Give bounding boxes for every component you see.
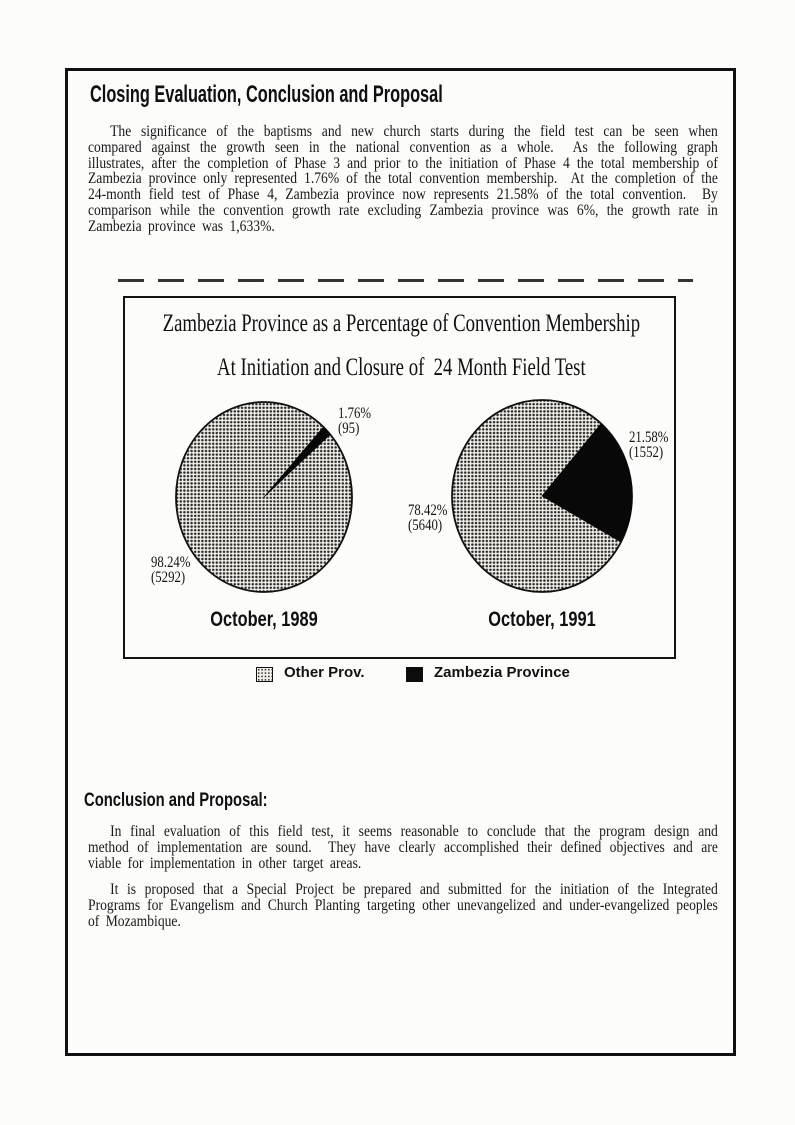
label-other-1989-pct: 98.24%	[151, 554, 191, 571]
pie-caption-1991: October, 1991	[488, 608, 596, 631]
label-other-1991	[408, 504, 447, 533]
chart-title: Zambezia Province as a Percentage of Convention Membership	[162, 310, 641, 337]
legend-swatch-other-prov-icon	[256, 667, 273, 682]
conclusion-heading: Conclusion and Proposal:	[84, 790, 268, 811]
legend-swatch-zambezia-icon	[406, 667, 423, 682]
pie-caption-1989: October, 1989	[210, 608, 318, 631]
conclusion-paragraph-1: In final evaluation of this field test, it seems reasonable to conclude that the program design and method of implementation are sound. They have clearly accomplished their defined objectives and are viable for implementation in other target areas.	[88, 823, 725, 872]
dashed-separator-line	[118, 279, 693, 282]
label-other-1991-count: (5640)	[408, 516, 443, 534]
conclusion-paragraph-2: It is proposed that a Special Project be prepared and submitted for the initiation of the Integrated Programs for Evangelism and Church Planting targeting other unevangelized and under-evangelized peoples of Mozambique.	[88, 881, 725, 930]
legend-label-other-prov: Other Prov.	[284, 664, 365, 681]
label-zambezia-1991-count: (1552)	[629, 443, 664, 461]
chart-subtitle: At Initiation and Closure of 24 Month Field Test	[217, 354, 586, 381]
intro-paragraph: The significance of the baptisms and new church starts during the field test can be seen when compared against the growth seen in the national convention as a whole. As the following graph illustrates, after the completion of Phase 3 and prior to the initiation of Phase 4 the total membership of Zambezia province only represented 1.76% of the total convention membership. At the completion of the 24-month field test of Phase 4, Zambezia province now represents 21.58% of the total convention. By comparison while the convention growth rate excluding Zambezia province was 6%, the growth rate in Zambezia province was 1,633%.	[88, 123, 725, 235]
label-other-1989-count: (5292)	[151, 568, 186, 586]
chart-panel	[123, 296, 676, 659]
label-zambezia-1989-count: (95)	[338, 419, 360, 437]
label-other-1991-pct: 78.42%	[408, 502, 448, 519]
label-zambezia-1991-pct: 21.58%	[629, 429, 669, 446]
label-other-1989	[151, 556, 190, 585]
document-heading: Closing Evaluation, Conclusion and Proposal	[90, 81, 443, 108]
pie-charts-svg	[125, 298, 674, 657]
label-zambezia-1989	[338, 407, 371, 436]
label-zambezia-1991	[629, 431, 668, 460]
legend-label-zambezia: Zambezia Province	[434, 664, 570, 681]
label-zambezia-1989-pct: 1.76%	[338, 405, 372, 422]
